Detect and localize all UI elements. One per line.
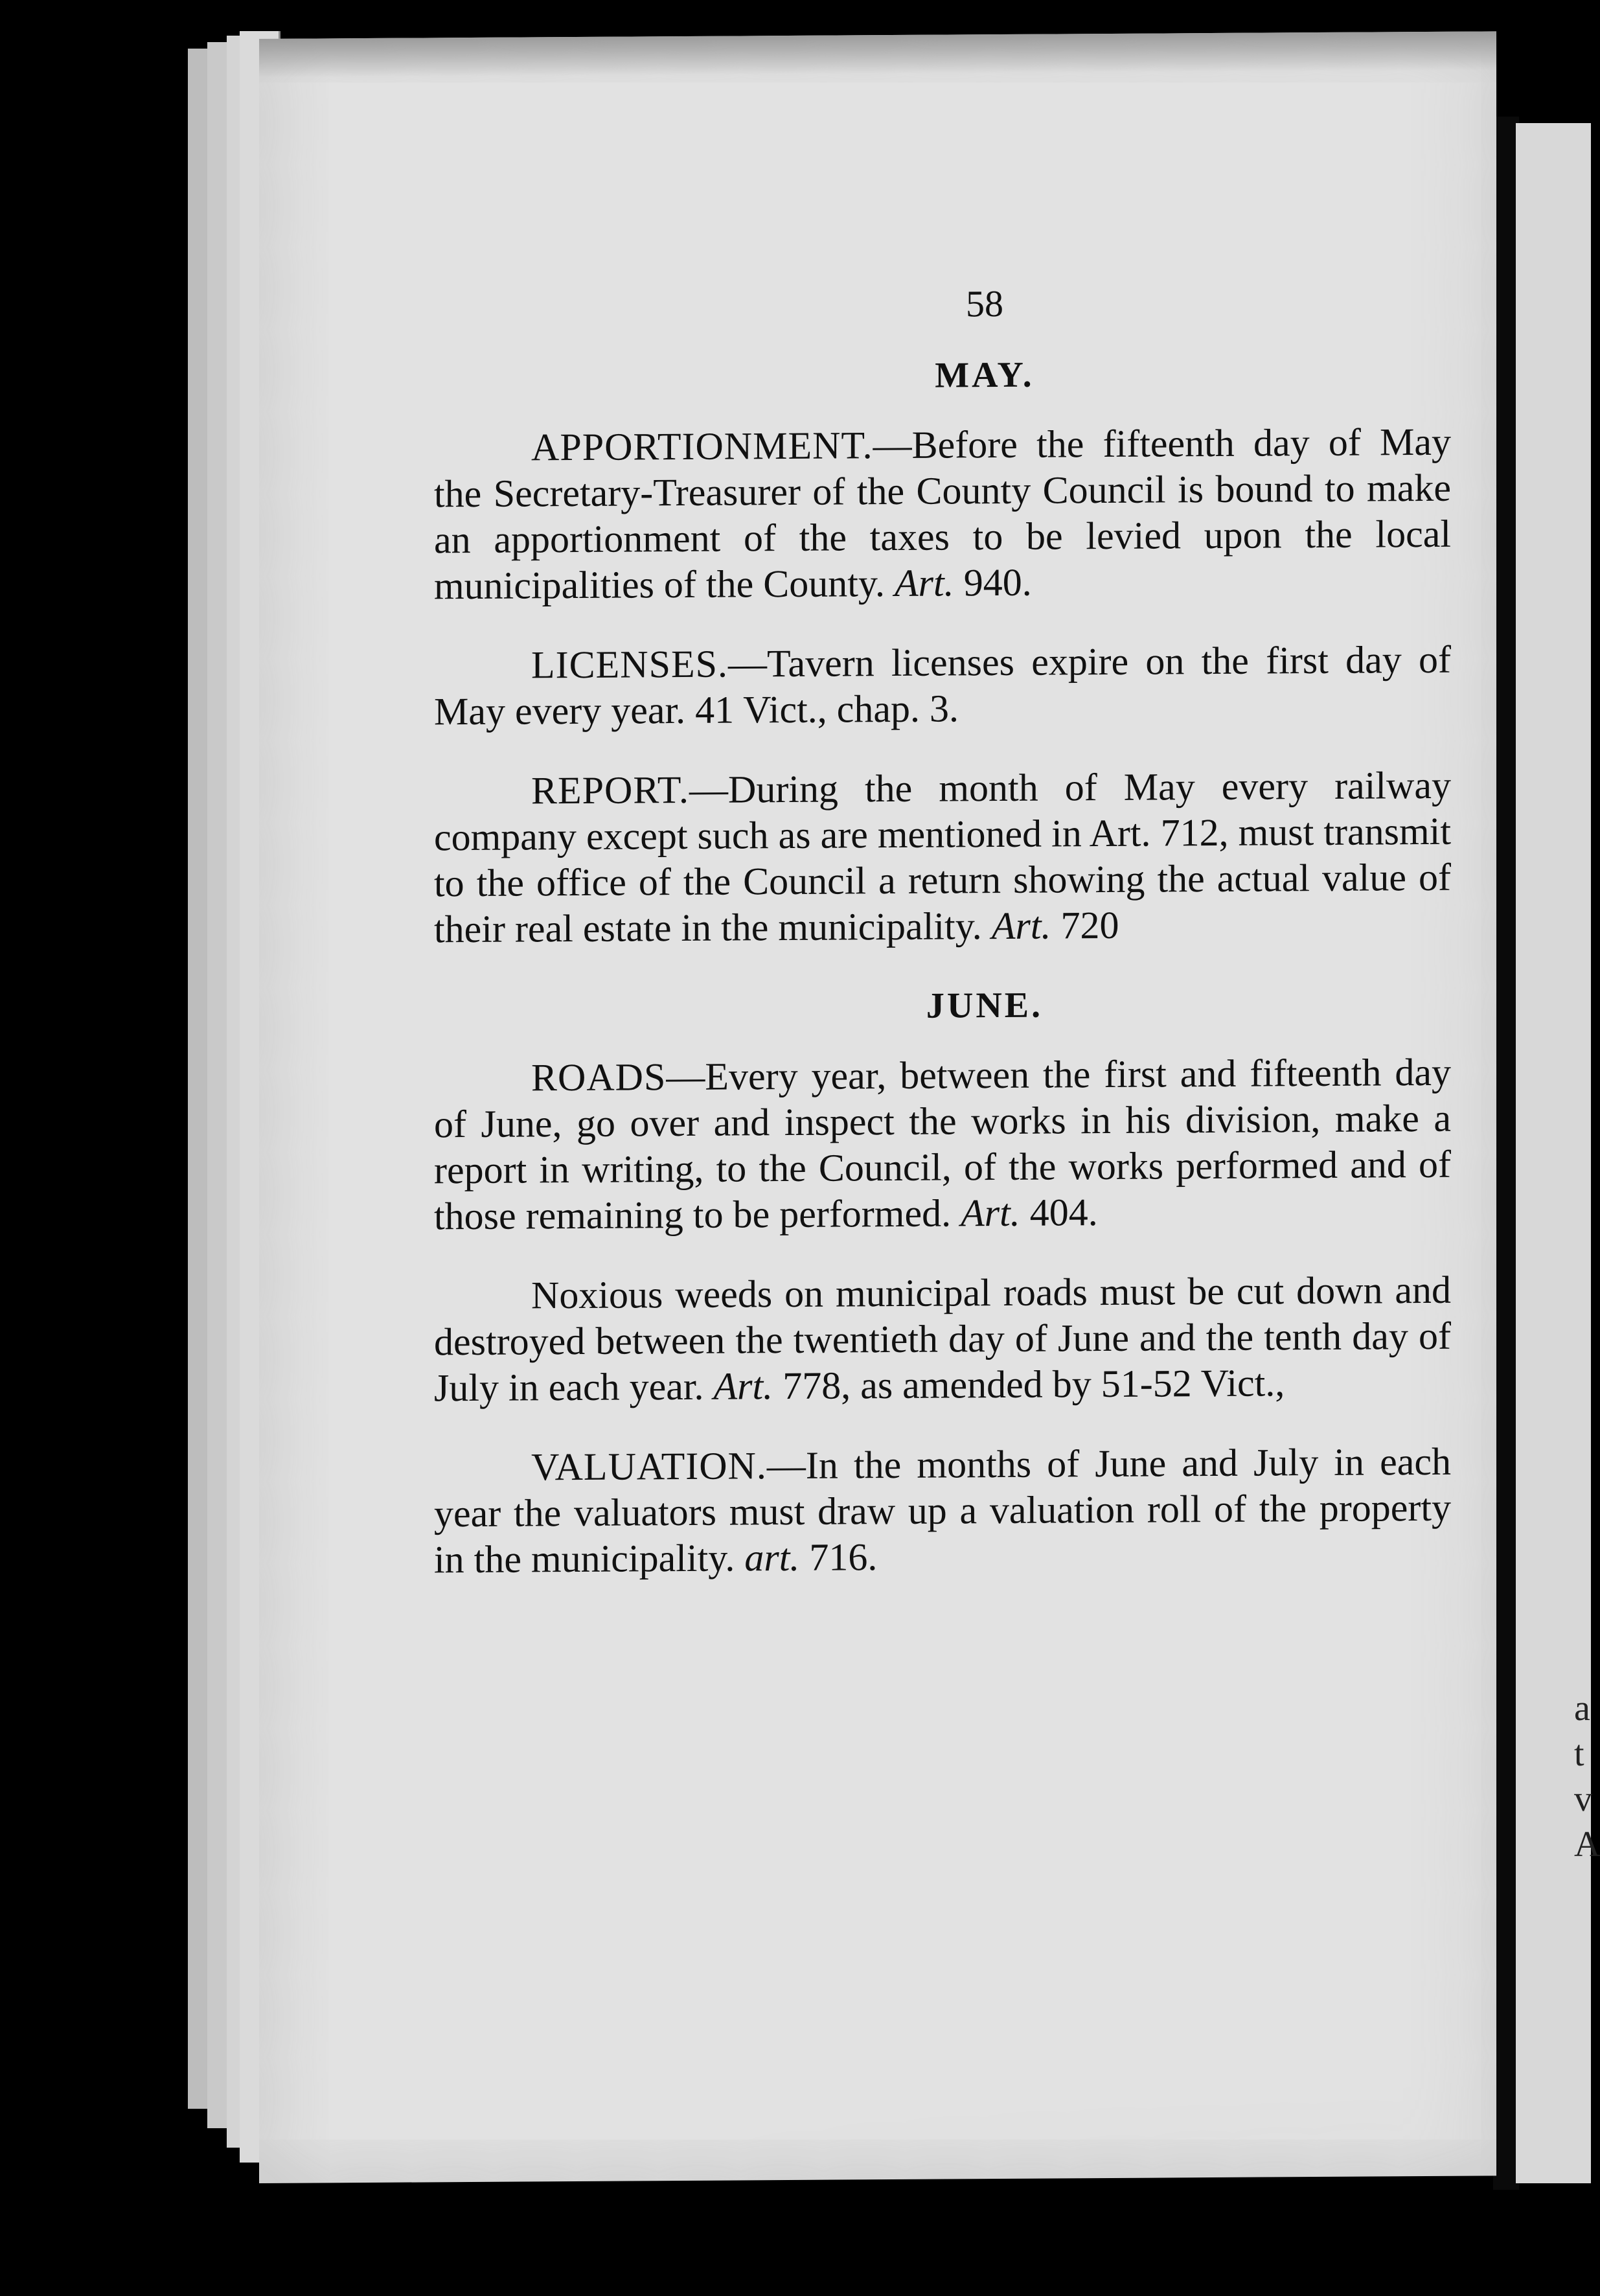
book-page xyxy=(259,31,1496,2183)
paragraph-text: —During the month of May every railway company except such as are mentioned in Art. 712, must transmit to the office of the Council a return showing the actual value of their real estate in the municipality. xyxy=(434,763,1451,951)
article-reference: Art. xyxy=(713,1364,773,1408)
paragraph-tail: 720 xyxy=(1051,903,1119,947)
paragraph-tail: 778, as amended by 51-52 Vict., xyxy=(773,1361,1285,1408)
paragraph-term: LICENSES. xyxy=(531,642,729,687)
paragraph-term: VALUATION. xyxy=(531,1444,767,1489)
facing-page-glyph: A xyxy=(1574,1824,1600,1865)
paragraph-tail: 716. xyxy=(799,1535,878,1579)
article-reference: Art. xyxy=(961,1191,1020,1235)
page-text xyxy=(434,278,1451,1617)
article-reference: Art. xyxy=(895,561,954,605)
paragraph-text: —Before the fifteenth day of May the Secretary-Treasurer of the County Council is bound to make an apportionment of the taxes to be levied upon the local municipalities of the County. xyxy=(434,420,1451,608)
paragraph-tail: 940. xyxy=(954,560,1032,604)
page-shadow xyxy=(259,31,1496,78)
paragraph-term: REPORT. xyxy=(531,768,689,812)
facing-page-glyph: v xyxy=(1574,1779,1592,1819)
paragraph-valuation xyxy=(434,1439,1451,1583)
paragraph-term: APPORTIONMENT. xyxy=(531,424,873,469)
facing-page-glyph: a xyxy=(1574,1688,1590,1728)
article-reference: Art. xyxy=(991,904,1051,948)
facing-page-glyph: t xyxy=(1574,1734,1584,1774)
paragraph-licenses xyxy=(434,637,1451,735)
paragraph-text: —In the months of June and July in each year the valuators must draw up a valuation roll of the property in the municipality. xyxy=(434,1440,1451,1581)
article-reference: art. xyxy=(744,1535,800,1579)
paragraph-tail: 404. xyxy=(1020,1191,1098,1234)
paragraph-apportionment xyxy=(434,419,1451,610)
paragraph-report xyxy=(434,763,1451,953)
paragraph-text: —Tavern licenses expire on the first day of May every year. 41 Vict., chap. 3. xyxy=(434,637,1451,733)
paragraph-text: —Every year, between the first and fifteenth day of June, go over and inspect the works in his division, make a report in writing, to the Council, of the works performed and of those remaining to be performed. xyxy=(434,1050,1451,1238)
paragraph-noxious-weeds xyxy=(434,1267,1451,1412)
paragraph-text: Noxious weeds on municipal roads must be cut down and destroyed between the twentieth day of June and the tenth day of July in each year. xyxy=(434,1268,1451,1410)
section-heading-june: JUNE. xyxy=(926,985,1044,1026)
page-number: 58 xyxy=(966,282,1003,325)
section-heading-may: MAY. xyxy=(935,354,1034,396)
facing-page xyxy=(1516,123,1591,2183)
book-gutter xyxy=(1493,117,1519,2190)
paragraph-term: ROADS xyxy=(531,1055,667,1099)
paragraph-roads xyxy=(434,1050,1451,1240)
